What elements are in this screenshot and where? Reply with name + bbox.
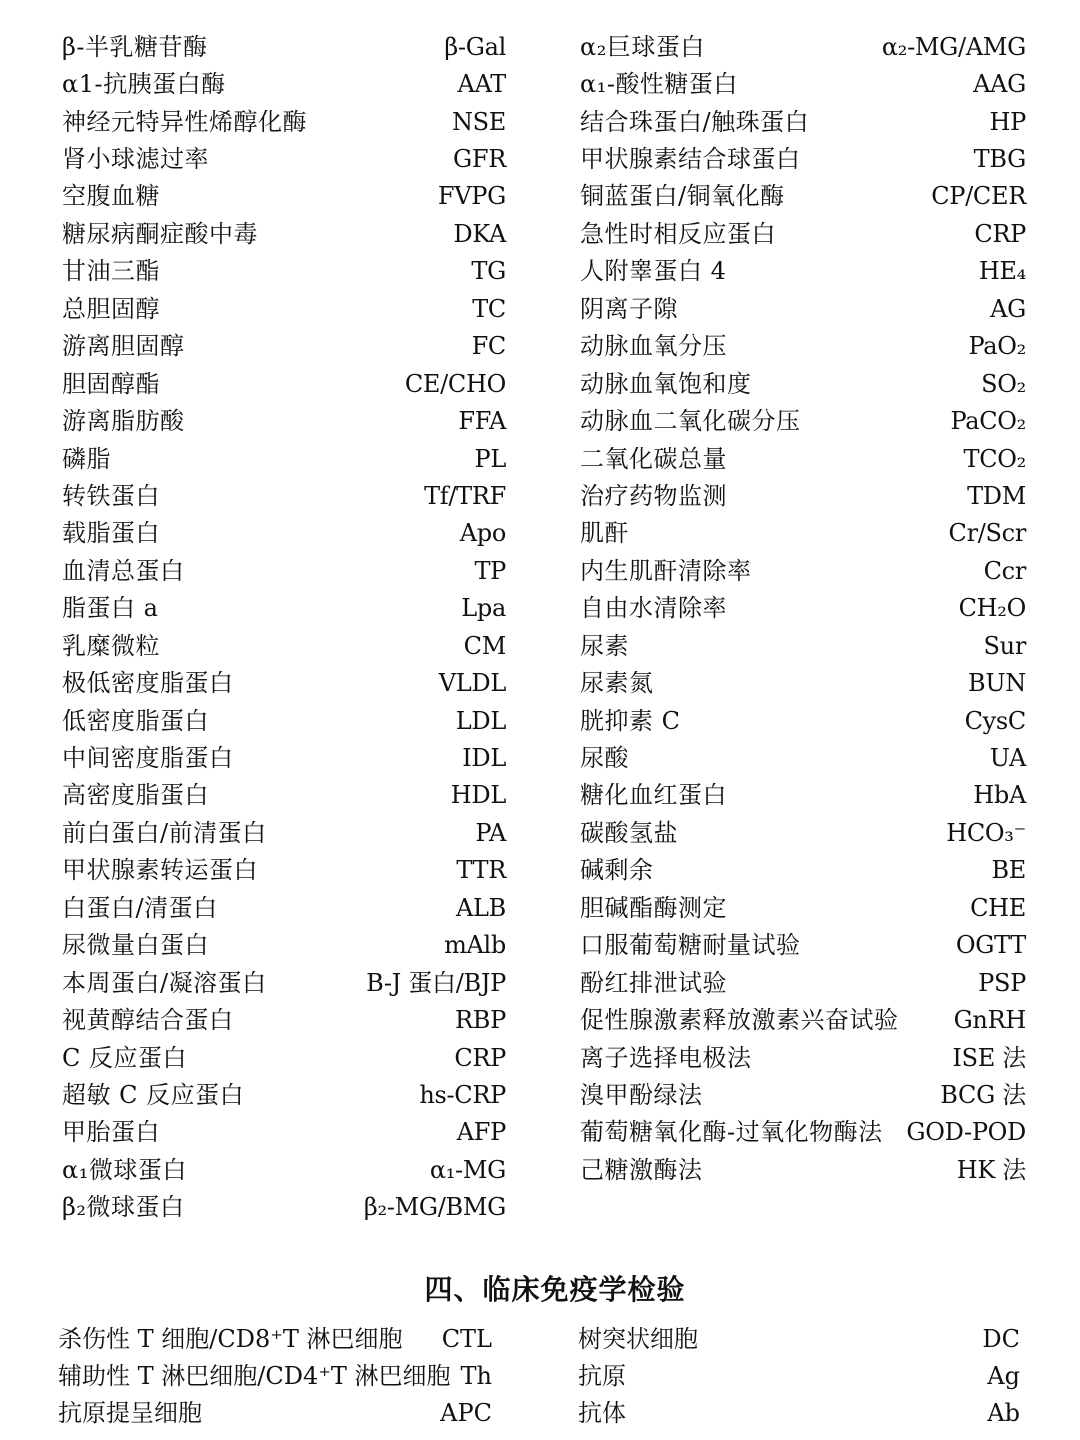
abbreviation: AAG [973, 70, 1026, 99]
term: 酚红排泄试验 [580, 968, 727, 997]
table-row [578, 1395, 1020, 1432]
abbreviation: β₂-MG/BMG [363, 1193, 506, 1222]
term: 甲胎蛋白 [62, 1118, 160, 1147]
term: β₂微球蛋白 [62, 1193, 185, 1222]
abbreviation: HbA [973, 781, 1026, 810]
table-row [62, 739, 506, 776]
table-row [580, 1001, 1026, 1038]
term: 转铁蛋白 [62, 481, 160, 510]
abbreviation: BE [991, 856, 1026, 885]
table-row [580, 739, 1026, 776]
table-row [62, 702, 506, 739]
term: 溴甲酚绿法 [580, 1080, 703, 1109]
abbreviation: LDL [455, 706, 506, 735]
abbreviation: ALB [455, 893, 506, 922]
term: 白蛋白/清蛋白 [62, 893, 218, 922]
term: 超敏 C 反应蛋白 [62, 1080, 245, 1109]
term: 胱抑素 C [580, 706, 681, 735]
table-row [58, 1320, 492, 1357]
abbreviation: TTR [456, 856, 506, 885]
table-row [62, 290, 506, 327]
term: 本周蛋白/凝溶蛋白 [62, 968, 267, 997]
table-row [580, 65, 1026, 102]
table-row [62, 103, 506, 140]
abbreviation: Ab [987, 1399, 1020, 1428]
term: 动脉血氧分压 [580, 332, 727, 361]
term: 甘油三酯 [62, 257, 160, 286]
left-column [62, 28, 506, 1226]
table-row [62, 140, 506, 177]
abbreviation: α₂-MG/AMG [881, 32, 1026, 61]
abbreviation-table [0, 28, 1080, 1232]
term: 结合珠蛋白/触珠蛋白 [580, 107, 810, 136]
term: 胆碱酯酶测定 [580, 893, 727, 922]
abbreviation: HDL [450, 781, 506, 810]
table-row [62, 552, 506, 589]
abbreviation: Ag [987, 1361, 1020, 1390]
abbreviation: Th [460, 1361, 492, 1390]
table-row [62, 852, 506, 889]
abbreviation: CysC [964, 706, 1026, 735]
term: 治疗药物监测 [580, 481, 727, 510]
abbreviation: PaCO₂ [950, 407, 1026, 436]
abbreviation: PSP [978, 968, 1026, 997]
table-row [580, 852, 1026, 889]
term: α₁微球蛋白 [62, 1155, 187, 1184]
table-row [62, 515, 506, 552]
table-row [580, 702, 1026, 739]
abbreviation: FVPG [437, 182, 506, 211]
abbreviation: AAT [457, 70, 506, 99]
table-row [62, 1189, 506, 1226]
term: C 反应蛋白 [62, 1043, 187, 1072]
abbreviation: OGTT [955, 931, 1026, 960]
abbreviation: CRP [454, 1043, 506, 1072]
abbreviation: HCO₃⁻ [946, 818, 1026, 847]
table-row [580, 1114, 1026, 1151]
immunology-table [0, 1320, 1080, 1432]
abbreviation: DC [982, 1324, 1020, 1353]
table-row [62, 964, 506, 1001]
abbreviation: Sur [983, 631, 1026, 660]
term: 尿素氮 [580, 669, 654, 698]
abbreviation: UA [989, 744, 1026, 773]
table-row [58, 1395, 492, 1432]
term: 甲状腺素转运蛋白 [62, 856, 258, 885]
abbreviation: FC [471, 332, 506, 361]
term: 树突状细胞 [578, 1324, 698, 1353]
abbreviation: HP [989, 107, 1026, 136]
abbreviation: RBP [455, 1006, 506, 1035]
abbreviation: FFA [458, 407, 506, 436]
term: 己糖激酶法 [580, 1155, 703, 1184]
table-row [62, 215, 506, 252]
abbreviation: CHE [970, 893, 1026, 922]
term: 动脉血氧饱和度 [580, 369, 752, 398]
term: 肾小球滤过率 [62, 145, 209, 174]
abbreviation: α₁-MG [429, 1155, 506, 1184]
table-row [580, 402, 1026, 439]
table-row [62, 1151, 506, 1188]
section-heading: 四、临床免疫学检验 [424, 1273, 686, 1306]
term: α₁-酸性糖蛋白 [580, 70, 738, 99]
table-row [62, 627, 506, 664]
abbreviation: GFR [453, 145, 506, 174]
abbreviation: GnRH [953, 1006, 1026, 1035]
term: 动脉血二氧化碳分压 [580, 407, 801, 436]
abbreviation: CH₂O [958, 594, 1026, 623]
abbreviation: CRP [974, 219, 1026, 248]
abbreviation: PA [475, 818, 506, 847]
table-row [580, 814, 1026, 851]
term: 促性腺激素释放激素兴奋试验 [580, 1006, 899, 1035]
term: 磷脂 [62, 444, 111, 473]
abbreviation: Lpa [461, 594, 506, 623]
term: 尿素 [580, 631, 629, 660]
abbreviation: TCO₂ [963, 444, 1026, 473]
abbreviation: CP/CER [931, 182, 1026, 211]
abbreviation: DKA [453, 219, 506, 248]
table-row [62, 440, 506, 477]
table-row [580, 664, 1026, 701]
table-row [580, 777, 1026, 814]
abbreviation: TDM [967, 481, 1026, 510]
table-row [580, 477, 1026, 514]
abbreviation: TBG [973, 145, 1026, 174]
table-row [62, 253, 506, 290]
abbreviation: Apo [459, 519, 506, 548]
abbreviation: HK 法 [956, 1155, 1026, 1184]
table-row [580, 103, 1026, 140]
abbreviation: PaO₂ [968, 332, 1026, 361]
table-row [62, 1114, 506, 1151]
table-row [580, 28, 1026, 65]
table-row [62, 1076, 506, 1113]
term: 阴离子隙 [580, 294, 678, 323]
term: 人附睾蛋白 4 [580, 257, 727, 286]
table-row [580, 964, 1026, 1001]
term: 内生肌酐清除率 [580, 556, 752, 585]
term: α1-抗胰蛋白酶 [62, 70, 226, 99]
abbreviation: CM [463, 631, 506, 660]
term: α₂巨球蛋白 [580, 32, 705, 61]
table-row [580, 627, 1026, 664]
term: 极低密度脂蛋白 [62, 669, 234, 698]
table-row [580, 590, 1026, 627]
term: 抗体 [578, 1399, 626, 1428]
table-row [580, 515, 1026, 552]
table-row [62, 1039, 506, 1076]
abbreviation: Ccr [983, 556, 1026, 585]
term: 血清总蛋白 [62, 556, 185, 585]
abbreviation: B-J 蛋白/BJP [366, 968, 506, 997]
table-row [580, 328, 1026, 365]
abbreviation: APC [440, 1399, 492, 1428]
table-row [580, 178, 1026, 215]
abbreviation: AG [990, 294, 1026, 323]
term: 糖化血红蛋白 [580, 781, 727, 810]
term: 游离胆固醇 [62, 332, 185, 361]
term: 口服葡萄糖耐量试验 [580, 931, 801, 960]
table-row [62, 590, 506, 627]
abbreviation: SO₂ [981, 369, 1026, 398]
abbreviation: CTL [441, 1324, 492, 1353]
term: 中间密度脂蛋白 [62, 744, 234, 773]
immunology-left-column [58, 1320, 492, 1432]
abbreviation: BUN [968, 669, 1026, 698]
term: 视黄醇结合蛋白 [62, 1006, 234, 1035]
term: 低密度脂蛋白 [62, 706, 209, 735]
table-row [580, 1076, 1026, 1113]
term: 空腹血糖 [62, 182, 160, 211]
table-row [580, 889, 1026, 926]
term: 糖尿病酮症酸中毒 [62, 219, 258, 248]
abbreviation: IDL [462, 744, 506, 773]
abbreviation: NSE [451, 107, 506, 136]
abbreviation: Cr/Scr [948, 519, 1026, 548]
table-row [580, 253, 1026, 290]
table-row [578, 1320, 1020, 1357]
term: 肌酐 [580, 519, 629, 548]
term: 胆固醇酯 [62, 369, 160, 398]
table-row [62, 328, 506, 365]
table-row [580, 365, 1026, 402]
abbreviation: PL [474, 444, 506, 473]
term: 二氧化碳总量 [580, 444, 727, 473]
abbreviation: ISE 法 [952, 1043, 1026, 1072]
term: 辅助性 T 淋巴细胞/CD4⁺T 淋巴细胞 [58, 1361, 451, 1390]
abbreviation: VLDL [438, 669, 506, 698]
table-row [580, 215, 1026, 252]
table-row [62, 1001, 506, 1038]
table-row [62, 65, 506, 102]
term: 甲状腺素结合球蛋白 [580, 145, 801, 174]
table-row [62, 402, 506, 439]
term: 载脂蛋白 [62, 519, 160, 548]
term: 抗原提呈细胞 [58, 1399, 202, 1428]
term: 杀伤性 T 细胞/CD8⁺T 淋巴细胞 [58, 1324, 403, 1353]
term: β-半乳糖苷酶 [62, 32, 208, 61]
table-row [62, 477, 506, 514]
table-row [580, 1151, 1026, 1188]
term: 神经元特异性烯醇化酶 [62, 107, 307, 136]
table-row [62, 777, 506, 814]
table-row [578, 1357, 1020, 1394]
abbreviation: HE₄ [978, 257, 1026, 286]
term: 急性时相反应蛋白 [580, 219, 776, 248]
table-row [62, 814, 506, 851]
table-row [580, 440, 1026, 477]
term: 前白蛋白/前清蛋白 [62, 818, 267, 847]
abbreviation: CE/CHO [404, 369, 506, 398]
abbreviation: AFP [456, 1118, 506, 1147]
abbreviation: TG [471, 257, 506, 286]
table-row [62, 365, 506, 402]
table-row [62, 927, 506, 964]
immunology-right-column [578, 1320, 1020, 1432]
abbreviation: BCG 法 [940, 1080, 1026, 1109]
table-row [58, 1357, 492, 1394]
term: 抗原 [578, 1361, 626, 1390]
table-row [62, 28, 506, 65]
term: 尿酸 [580, 744, 629, 773]
term: 游离脂肪酸 [62, 407, 185, 436]
table-row [62, 889, 506, 926]
term: 乳糜微粒 [62, 631, 160, 660]
abbreviation: mAlb [444, 931, 506, 960]
table-row [580, 140, 1026, 177]
right-column [580, 28, 1026, 1189]
term: 总胆固醇 [62, 294, 160, 323]
table-row [580, 1039, 1026, 1076]
term: 碱剩余 [580, 856, 654, 885]
term: 自由水清除率 [580, 594, 727, 623]
table-row [580, 927, 1026, 964]
term: 脂蛋白 a [62, 594, 159, 623]
term: 碳酸氢盐 [580, 818, 678, 847]
table-row [580, 552, 1026, 589]
table-row [62, 664, 506, 701]
abbreviation: Tf/TRF [424, 481, 506, 510]
term: 高密度脂蛋白 [62, 781, 209, 810]
table-row [580, 290, 1026, 327]
term: 离子选择电极法 [580, 1043, 752, 1072]
abbreviation: TC [472, 294, 506, 323]
term: 尿微量白蛋白 [62, 931, 209, 960]
abbreviation: GOD-POD [906, 1118, 1026, 1147]
abbreviation: TP [474, 556, 506, 585]
term: 铜蓝蛋白/铜氧化酶 [580, 182, 785, 211]
abbreviation: hs-CRP [419, 1080, 506, 1109]
abbreviation: β-Gal [444, 32, 506, 61]
table-row [62, 178, 506, 215]
term: 葡萄糖氧化酶-过氧化物酶法 [580, 1118, 883, 1147]
